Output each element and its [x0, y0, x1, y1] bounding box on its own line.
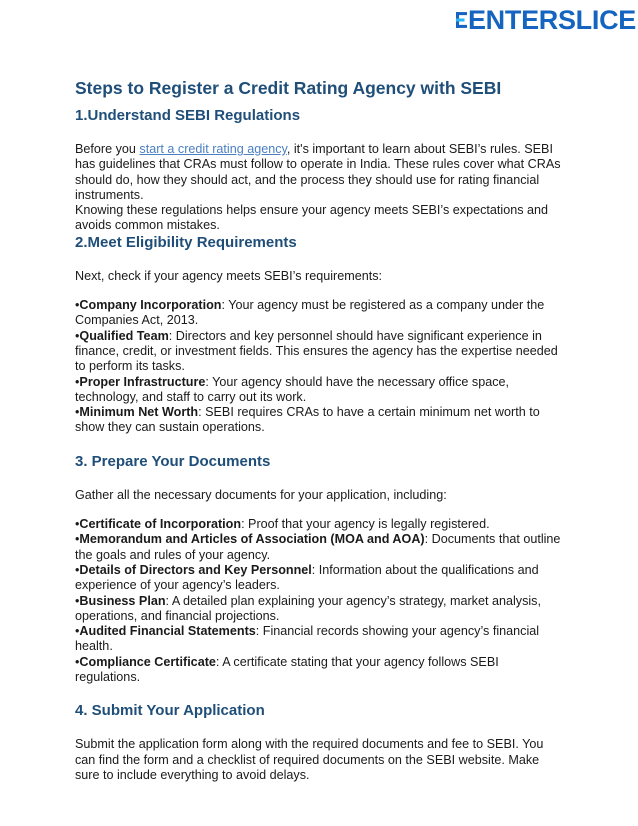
bullet: •	[75, 405, 80, 420]
item-label: Memorandum and Articles of Association (MOA and AOA)	[79, 532, 425, 547]
section-3-heading: 3. Prepare Your Documents	[75, 452, 271, 470]
section-2-intro: Next, check if your agency meets SEBI’s requirements:	[75, 268, 383, 283]
bullet: •	[75, 593, 80, 608]
item-label: Qualified Team	[79, 328, 169, 343]
list-item	[75, 655, 565, 686]
bullet: •	[75, 328, 80, 343]
start-cra-link[interactable]: start a credit rating agency	[139, 142, 287, 156]
list-item	[75, 405, 565, 436]
list-item	[75, 375, 565, 406]
bullet: •	[75, 532, 80, 547]
item-text: : Proof that your agency is legally registered.	[241, 517, 490, 532]
item-text: : A certificate stating that your agency follows SEBI regulations.	[75, 654, 499, 685]
item-label: Business Plan	[79, 593, 166, 608]
item-text: : Your agency should have the necessary office space, technology, and staff to carry out its work.	[75, 374, 510, 404]
item-text: : Your agency must be registered as a company under the Companies Act, 2013.	[75, 298, 545, 328]
bullet: •	[75, 624, 80, 639]
section-1-para2: Knowing these regulations helps ensure your agency meets SEBI’s expectations and avoids common mistakes.	[75, 203, 549, 233]
bullet: •	[75, 374, 80, 389]
list-item	[75, 532, 565, 563]
item-label: Minimum Net Worth	[79, 405, 199, 420]
enterslice-logo	[456, 4, 636, 36]
eligibility-list	[75, 298, 565, 436]
section-4-heading: 4. Submit Your Application	[75, 702, 265, 720]
list-item	[75, 594, 565, 625]
list-item	[75, 563, 565, 594]
bullet: •	[75, 654, 80, 669]
item-label: Certificate of Incorporation	[79, 517, 242, 532]
enterslice-e-icon	[456, 7, 467, 33]
page-title: Steps to Register a Credit Rating Agency with SEBI	[75, 78, 502, 98]
section-4-body: Submit the application form along with the required documents and fee to SEBI. You can find the form and a checklist of required documents on the SEBI website. Make sure to include everything to avoid delays.	[75, 737, 544, 782]
bullet: •	[75, 298, 80, 313]
item-text: : SEBI requires CRAs to have a certain minimum net worth to show they can sustain operations.	[75, 405, 540, 435]
item-label: Proper Infrastructure	[79, 374, 206, 389]
item-label: Audited Financial Statements	[79, 624, 256, 639]
logo-text: ENTERSLICE	[467, 4, 636, 35]
list-item	[75, 517, 565, 532]
documents-list	[75, 517, 565, 685]
section-1-heading: 1.Understand SEBI Regulations	[75, 107, 301, 124]
list-item	[75, 298, 565, 329]
intro-text-continued: , it's important to learn about SEBI’s rules. SEBI has guidelines that CRAs must follow to operate in India. These rules cover what CRAs should do, how they should act, and the process they should use for rating financial instruments.	[75, 142, 561, 202]
item-label: Compliance Certificate	[79, 654, 216, 669]
section-1-intro	[75, 142, 565, 203]
item-text: : Financial records showing your agency’s financial health.	[75, 624, 540, 654]
list-item	[75, 624, 565, 655]
section-2-heading: 2.Meet Eligibility Requirements	[75, 233, 297, 251]
item-label: Company Incorporation	[79, 298, 222, 313]
item-text: : A detailed plan explaining your agency’s strategy, market analysis, operations, and financial projections.	[75, 593, 541, 623]
intro-text: Before you	[75, 142, 140, 156]
document-body	[75, 78, 565, 783]
section-3-intro: Gather all the necessary documents for your application, including:	[75, 487, 447, 502]
item-text: : Information about the qualifications and experience of your agency’s leaders.	[75, 562, 539, 593]
list-item	[75, 329, 565, 375]
item-text: : Directors and key personnel should have significant experience in finance, credit, or investment fields. This ensures the agency has the expertise needed to perform its tasks.	[75, 328, 558, 374]
item-text: : Documents that outline the goals and rules of your agency.	[75, 532, 561, 562]
bullet: •	[75, 517, 80, 532]
item-label: Details of Directors and Key Personnel	[79, 562, 312, 577]
bullet: •	[75, 562, 80, 577]
